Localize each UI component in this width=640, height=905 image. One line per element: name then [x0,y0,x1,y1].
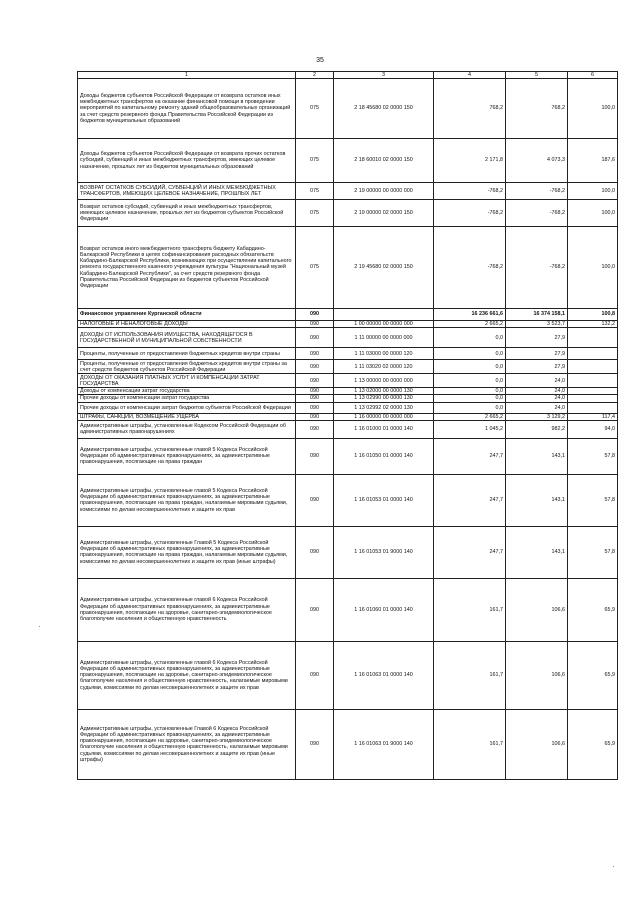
row-name-cell: Доходы бюджетов субъектов Российской Федерации от возврата остатков иных межбюджетных трансфертов на оказание финансовой помощи в проведении мероприятий по капитальному ремонту зданий общеобразовательных организаций за счет средств резервного фонда Правительства Российской Федерации из бюджетов муниципальных образований [78,79,296,139]
percent-cell [568,348,618,360]
row-name-cell: ВОЗВРАТ ОСТАТКОВ СУБСИДИЙ, СУБВЕНЦИЙ И ИНЫХ МЕЖБЮДЖЕТНЫХ ТРАНСФЕРТОВ, ИМЕЮЩИХ ЦЕЛЕВОЕ НАЗНАЧЕНИЕ, ПРОШЛЫХ ЛЕТ [78,183,296,200]
budget-code-cell: 1 16 01063 01 0000 140 [334,641,434,709]
column-number: 1 [78,72,296,79]
column-number: 5 [506,72,568,79]
admin-code-cell: 090 [296,413,334,420]
actual-value-cell: -768,2 [506,227,568,309]
actual-value-cell: -768,2 [506,200,568,227]
admin-code-cell: 075 [296,79,334,139]
actual-value-cell: 24,0 [506,374,568,388]
admin-code-cell: 090 [296,438,334,474]
row-name-cell: ДОХОДЫ ОТ ОКАЗАНИЯ ПЛАТНЫХ УСЛУГ И КОМПЕНСАЦИИ ЗАТРАТ ГОСУДАРСТВА [78,374,296,388]
table-row [78,388,618,395]
percent-cell: 117,4 [568,413,618,420]
admin-code-cell: 090 [296,348,334,360]
planned-value-cell: 247,7 [434,474,506,526]
actual-value-cell: 106,6 [506,578,568,641]
admin-code-cell: 090 [296,474,334,526]
table-row [78,438,618,474]
budget-code-cell: 1 13 02990 00 0000 130 [334,395,434,402]
budget-code-cell: 1 16 00000 00 0000 000 [334,413,434,420]
percent-cell: 100,0 [568,227,618,309]
planned-value-cell: 1 045,2 [434,420,506,438]
planned-value-cell: 0,0 [434,360,506,374]
budget-code-cell: 2 18 60010 02 0000 150 [334,139,434,183]
admin-code-cell: 090 [296,374,334,388]
percent-cell [568,328,618,348]
planned-value-cell: 0,0 [434,402,506,413]
admin-code-cell: 090 [296,402,334,413]
budget-code-cell: 2 18 45680 02 0000 150 [334,79,434,139]
admin-code-cell: 090 [296,641,334,709]
actual-value-cell: 106,6 [506,709,568,779]
budget-code-cell: 1 11 03020 02 0000 120 [334,360,434,374]
planned-value-cell: 0,0 [434,348,506,360]
budget-code-cell: 2 19 00000 02 0000 150 [334,200,434,227]
revenue-table [77,71,618,780]
actual-value-cell: 143,1 [506,474,568,526]
row-name-cell: Проценты, полученные от предоставления бюджетных кредитов внутри страны за счет средств бюджетов субъектов Российской Федерации [78,360,296,374]
row-name-cell: Административные штрафы, установленные главой 6 Кодекса Российской Федерации об административных правонарушениях, за административные правонарушения, посягающие на здоровье, санитарно-эпидемиологическое благополучие населения и общественную нравственность, налагаемые мировыми судьями, комиссиями по делам несовершеннолетних и защите их прав [78,641,296,709]
actual-value-cell: -768,2 [506,183,568,200]
budget-code-cell [334,309,434,321]
planned-value-cell: 161,7 [434,641,506,709]
percent-cell: 65,9 [568,578,618,641]
column-number: 2 [296,72,334,79]
row-name-cell: Возврат остатков субсидий, субвенций и иных межбюджетных трансфертов, имеющих целевое назначение, прошлых лет из бюджетов субъектов Российской Федерации [78,200,296,227]
table-row [78,374,618,388]
percent-cell: 57,8 [568,438,618,474]
row-name-cell: Административные штрафы, установленные Главой 6 Кодекса Российской Федерации об административных правонарушениях, за административные правонарушения, посягающие на здоровье, санитарно-эпидемиологическое благополучие населения и общественную нравственность, налагаемые мировыми судьями, комиссиями по делам несовершеннолетних и защите их прав (иные штрафы) [78,709,296,779]
row-name-cell: ШТРАФЫ, САНКЦИИ, ВОЗМЕЩЕНИЕ УЩЕРБА [78,413,296,420]
table-row [78,200,618,227]
percent-cell: 100,0 [568,200,618,227]
column-number: 6 [568,72,618,79]
percent-cell [568,374,618,388]
budget-code-cell: 1 13 02000 00 0000 130 [334,388,434,395]
planned-value-cell: 0,0 [434,328,506,348]
row-name-cell: Финансовое управление Курганской области [78,309,296,321]
table-row [78,578,618,641]
percent-cell: 100,8 [568,309,618,321]
column-number: 4 [434,72,506,79]
admin-code-cell: 090 [296,578,334,641]
scan-mark: · [38,622,41,631]
admin-code-cell: 090 [296,388,334,395]
table-row [78,139,618,183]
admin-code-cell: 090 [296,309,334,321]
row-name-cell: Административные штрафы, установленные Главой 5 Кодекса Российской Федерации об административных правонарушениях, за административные правонарушения, посягающие на права граждан, налагаемые мировыми судьями, комиссиями по делам несовершеннолетних и защите их прав (иные штрафы) [78,526,296,578]
percent-cell: 57,8 [568,474,618,526]
actual-value-cell: 4 073,3 [506,139,568,183]
budget-code-cell: 1 11 00000 00 0000 000 [334,328,434,348]
admin-code-cell: 090 [296,709,334,779]
budget-code-cell: 1 16 01000 01 0000 140 [334,420,434,438]
budget-code-cell: 1 16 01050 01 0000 140 [334,438,434,474]
table-row [78,328,618,348]
table-row [78,420,618,438]
admin-code-cell: 075 [296,139,334,183]
table-row [78,79,618,139]
row-name-cell: Административные штрафы, установленные главой 5 Кодекса Российской Федерации об административных правонарушениях, за административные правонарушения, посягающие на права граждан, налагаемые мировыми судьями, комиссиями по делам несовершеннолетних и защите их прав [78,474,296,526]
column-number-row [78,72,618,79]
percent-cell [568,388,618,395]
budget-code-cell: 2 19 45680 02 0000 150 [334,227,434,309]
percent-cell: 100,0 [568,79,618,139]
percent-cell: 65,9 [568,641,618,709]
percent-cell: 132,2 [568,321,618,328]
actual-value-cell: 27,9 [506,328,568,348]
actual-value-cell: 24,0 [506,388,568,395]
scan-mark: · [612,862,615,871]
table-row [78,360,618,374]
actual-value-cell: 3 129,2 [506,413,568,420]
admin-code-cell: 090 [296,328,334,348]
table-row [78,474,618,526]
row-name-cell: Проценты, полученные от предоставления бюджетных кредитов внутри страны [78,348,296,360]
actual-value-cell: 24,0 [506,395,568,402]
table-row [78,183,618,200]
table-row [78,321,618,328]
table-row [78,227,618,309]
row-name-cell: Доходы от компенсации затрат государства [78,388,296,395]
page-number: 35 [316,57,324,64]
row-name-cell: Административные штрафы, установленные Кодексом Российской Федерации об административных правонарушениях [78,420,296,438]
actual-value-cell: 24,0 [506,402,568,413]
row-name-cell: Прочие доходы от компенсации затрат бюджетов субъектов Российской Федерации [78,402,296,413]
column-number: 3 [334,72,434,79]
percent-cell: 57,8 [568,526,618,578]
actual-value-cell: 143,1 [506,526,568,578]
planned-value-cell: 16 236 661,6 [434,309,506,321]
table-row [78,348,618,360]
planned-value-cell: 768,2 [434,79,506,139]
planned-value-cell: 161,7 [434,578,506,641]
admin-code-cell: 075 [296,183,334,200]
row-name-cell: Возврат остатков иного межбюджетного трансферта бюджету Кабардино-Балкарской Республики в целях софинансирования расходных обязательств Кабардино-Балкарской Республики, возникающих при осуществлении капитального ремонта государственного казенного учреждения культуры "Национальный музей Кабардино-Балкарской Республики", за счет средств резервного фонда Правительства Российской Федерации из бюджетов субъектов Российской Федерации [78,227,296,309]
planned-value-cell: 2 171,8 [434,139,506,183]
admin-code-cell: 090 [296,526,334,578]
admin-code-cell: 090 [296,321,334,328]
table-row [78,709,618,779]
planned-value-cell: 0,0 [434,374,506,388]
actual-value-cell: 27,9 [506,360,568,374]
percent-cell [568,395,618,402]
budget-code-cell: 1 16 01063 01 9000 140 [334,709,434,779]
row-name-cell: Административные штрафы, установленные главой 6 Кодекса Российской Федерации об административных правонарушениях, за административные правонарушения, посягающие на здоровье, санитарно-эпидемиологическое благополучие населения и общественную нравственность [78,578,296,641]
planned-value-cell: -768,2 [434,183,506,200]
budget-code-cell: 2 19 00000 00 0000 000 [334,183,434,200]
admin-code-cell: 090 [296,395,334,402]
planned-value-cell: 2 665,2 [434,321,506,328]
table-row [78,395,618,402]
planned-value-cell: -768,2 [434,200,506,227]
percent-cell [568,360,618,374]
planned-value-cell: -768,2 [434,227,506,309]
budget-code-cell: 1 00 00000 00 0000 000 [334,321,434,328]
percent-cell: 187,6 [568,139,618,183]
table-row [78,526,618,578]
table-row [78,413,618,420]
actual-value-cell: 3 523,7 [506,321,568,328]
row-name-cell: Административные штрафы, установленные главой 5 Кодекса Российской Федерации об административных правонарушениях, за административные правонарушения, посягающие на права граждан [78,438,296,474]
budget-code-cell: 1 13 00000 00 0000 000 [334,374,434,388]
planned-value-cell: 247,7 [434,438,506,474]
table-row [78,402,618,413]
admin-code-cell: 075 [296,200,334,227]
budget-code-cell: 1 16 01053 01 9000 140 [334,526,434,578]
planned-value-cell: 161,7 [434,709,506,779]
budget-code-cell: 1 16 01060 01 0000 140 [334,578,434,641]
percent-cell: 94,0 [568,420,618,438]
budget-code-cell: 1 11 03000 00 0000 120 [334,348,434,360]
planned-value-cell: 2 665,2 [434,413,506,420]
planned-value-cell: 247,7 [434,526,506,578]
percent-cell: 100,0 [568,183,618,200]
admin-code-cell: 090 [296,420,334,438]
budget-code-cell: 1 13 02992 02 0000 130 [334,402,434,413]
row-name-cell: НАЛОГОВЫЕ И НЕНАЛОГОВЫЕ ДОХОДЫ [78,321,296,328]
planned-value-cell: 0,0 [434,395,506,402]
actual-value-cell: 106,6 [506,641,568,709]
admin-code-cell: 090 [296,360,334,374]
table-row [78,641,618,709]
percent-cell: 65,9 [568,709,618,779]
actual-value-cell: 27,9 [506,348,568,360]
actual-value-cell: 16 374 158,1 [506,309,568,321]
planned-value-cell: 0,0 [434,388,506,395]
actual-value-cell: 143,1 [506,438,568,474]
actual-value-cell: 768,2 [506,79,568,139]
table-body [78,72,618,780]
actual-value-cell: 982,2 [506,420,568,438]
row-name-cell: ДОХОДЫ ОТ ИСПОЛЬЗОВАНИЯ ИМУЩЕСТВА, НАХОДЯЩЕГОСЯ В ГОСУДАРСТВЕННОЙ И МУНИЦИПАЛЬНОЙ СОБСТВЕННОСТИ [78,328,296,348]
row-name-cell: Прочие доходы от компенсации затрат государства [78,395,296,402]
budget-code-cell: 1 16 01053 01 0000 140 [334,474,434,526]
admin-code-cell: 075 [296,227,334,309]
row-name-cell: Доходы бюджетов субъектов Российской Федерации от возврата прочих остатков субсидий, субвенций и иных межбюджетных трансфертов, имеющих целевое назначение, прошлых лет из бюджетов муниципальных образований [78,139,296,183]
table-row [78,309,618,321]
percent-cell [568,402,618,413]
